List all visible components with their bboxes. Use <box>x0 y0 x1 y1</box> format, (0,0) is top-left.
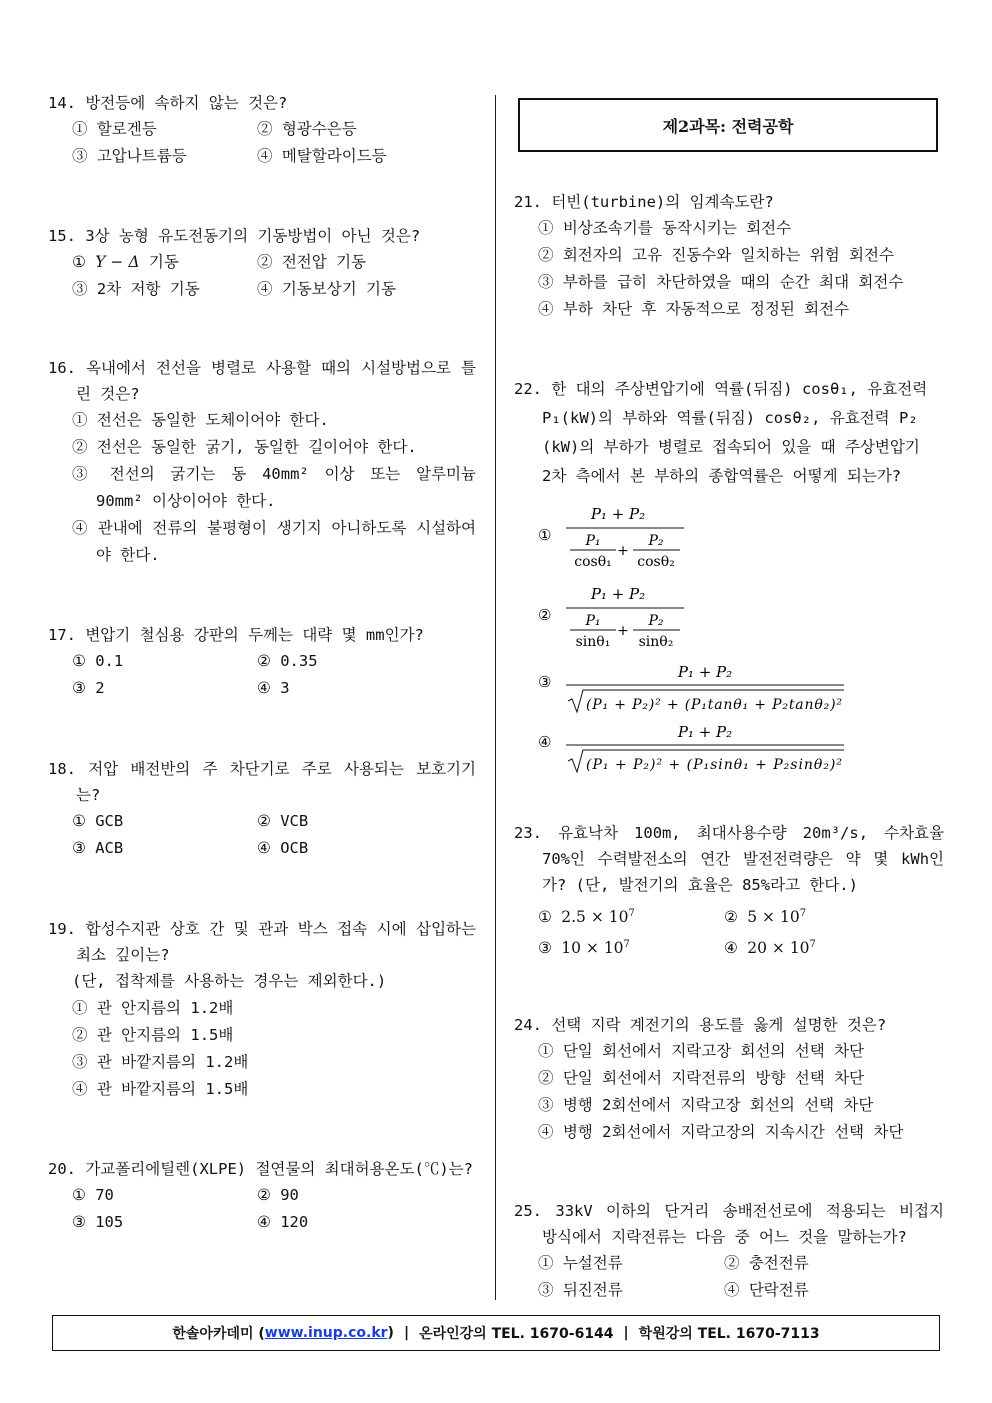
option-2[interactable]: ② 형광수은등 <box>257 120 357 138</box>
option-3[interactable]: ③ 관 바깥지름의 1.2배 <box>72 1053 249 1071</box>
option-value: 10 × 10 <box>561 939 624 958</box>
option-1[interactable] <box>538 900 724 931</box>
option-2[interactable]: ② 0.35 <box>257 652 318 670</box>
option-number: ① <box>72 253 86 271</box>
footer-separator: | <box>403 1325 410 1341</box>
option-4[interactable] <box>724 931 816 962</box>
numerator: P₁ + P₂ <box>590 585 646 603</box>
option-4[interactable]: ④ 단락전류 <box>724 1281 809 1299</box>
question-stem: 19. 합성수지관 상호 간 및 관과 박스 접속 시에 삽입하는 최소 깊이는? <box>48 920 476 964</box>
question-stem: 14. 방전등에 속하지 않는 것은? <box>48 94 288 112</box>
question-23 <box>514 820 944 962</box>
column-divider <box>495 95 496 1300</box>
option-4[interactable]: ④ 120 <box>257 1213 309 1231</box>
question-15 <box>48 223 476 303</box>
option-value: 20 × 10 <box>747 939 810 958</box>
option-4[interactable]: ④ 병행 2회선에서 지락고장의 지속시간 선택 차단 <box>538 1123 904 1141</box>
stem-line: 22. 한 대의 주상변압기에 역률(뒤짐) cosθ₁, 유효전력 <box>514 380 928 398</box>
term-denominator: sinθ₁ <box>575 634 611 650</box>
option-number: ② <box>724 908 738 927</box>
stem-line: (kW)의 부하가 병렬로 접속되어 있을 때 주상변압기 <box>542 438 920 456</box>
term-numerator: P₁ <box>585 613 601 629</box>
question-stem: 15. 3상 농형 유도전동기의 기동방법이 아닌 것은? <box>48 227 421 245</box>
option-4[interactable]: ④ 기동보상기 기동 <box>257 280 396 298</box>
option-3[interactable] <box>538 657 868 719</box>
option-3[interactable]: ③ 전선의 굵기는 동 40mm² 이상 또는 알루미늄 90mm² 이상이어야 한다. <box>72 465 476 510</box>
option-value: 5 × 10 <box>747 908 800 927</box>
option-3[interactable]: ③ 부하를 급히 차단하였을 때의 순간 최대 회전수 <box>538 273 904 291</box>
question-stem: 21. 터빈(turbine)의 임계속도란? <box>514 193 774 211</box>
term-numerator: P₂ <box>648 533 664 549</box>
option-4[interactable]: ④ 관 바깥지름의 1.5배 <box>72 1080 249 1098</box>
option-1[interactable]: ① GCB <box>72 812 124 830</box>
subject-title: 제2과목: 전력공학 <box>662 116 794 136</box>
option-1[interactable]: ① 0.1 <box>72 652 124 670</box>
option-3[interactable]: ③ 고압나트륨등 <box>72 147 187 165</box>
option-4[interactable]: ④ 3 <box>257 679 290 697</box>
option-math: Y − Δ <box>95 253 140 271</box>
option-4[interactable] <box>538 717 868 779</box>
formula-fraction <box>538 657 868 715</box>
option-1[interactable]: ① 비상조속기를 동작시키는 회전수 <box>538 219 792 237</box>
question-stem: 18. 저압 배전반의 주 차단기로 주로 사용되는 보호기기는? <box>48 760 476 804</box>
question-stem: 24. 선택 지락 계전기의 용도를 옳게 설명한 것은? <box>514 1016 887 1034</box>
question-20 <box>48 1156 476 1236</box>
question-18 <box>48 756 476 862</box>
option-number: ① <box>538 908 552 927</box>
question-24 <box>514 1012 944 1146</box>
question-stem: 17. 변압기 철심용 강판의 두께는 대략 몇 mm인가? <box>48 626 424 644</box>
footer-online: 온라인강의 TEL. 1670-6144 <box>419 1326 614 1342</box>
option-2[interactable] <box>538 575 838 655</box>
question-21 <box>514 189 944 323</box>
exponent: 7 <box>623 939 630 951</box>
option-2[interactable]: ② 회전자의 고유 진동수와 일치하는 위험 회전수 <box>538 246 894 264</box>
option-3[interactable]: ③ 뒤진전류 <box>538 1281 623 1299</box>
option-2[interactable]: ② VCB <box>257 812 309 830</box>
question-note: (단, 접착제를 사용하는 경우는 제외한다.) <box>72 972 387 990</box>
option-number: ③ <box>538 673 552 691</box>
denominator: (P₁ + P₂)² + (P₁tanθ₁ + P₂tanθ₂)² <box>586 697 842 713</box>
option-number: ④ <box>724 939 738 958</box>
exponent: 7 <box>809 939 816 951</box>
formula-fraction <box>538 495 838 571</box>
option-2[interactable]: ② 관 안지름의 1.5배 <box>72 1026 234 1044</box>
option-3[interactable]: ③ ACB <box>72 839 124 857</box>
option-1[interactable] <box>538 495 838 575</box>
term-denominator: sinθ₂ <box>638 634 674 650</box>
option-3[interactable]: ③ 병행 2회선에서 지락고장 회선의 선택 차단 <box>538 1096 874 1114</box>
option-1[interactable]: ① 단일 회선에서 지락고장 회선의 선택 차단 <box>538 1042 865 1060</box>
option-2[interactable]: ② 전선은 동일한 굵기, 동일한 길이어야 한다. <box>72 438 417 456</box>
term-denominator: cosθ₁ <box>574 554 612 570</box>
numerator: P₁ + P₂ <box>677 663 733 681</box>
option-2[interactable]: ② 단일 회선에서 지락전류의 방향 선택 차단 <box>538 1069 865 1087</box>
plus-sign: + <box>617 623 629 639</box>
option-4[interactable]: ④ OCB <box>257 839 309 857</box>
footer-paren: ) <box>387 1325 394 1341</box>
option-number: ③ <box>538 939 552 958</box>
question-stem: 16. 옥내에서 전선을 병렬로 사용할 때의 시설방법으로 틀린 것은? <box>48 359 476 403</box>
stem-line: 2차 측에서 본 부하의 종합역률은 어떻게 되는가? <box>542 467 902 485</box>
numerator: P₁ + P₂ <box>590 505 646 523</box>
question-17 <box>48 622 476 702</box>
question-stem: 20. 가교폴리에틸렌(XLPE) 절연물의 최대허용온도(℃)는? <box>48 1160 473 1178</box>
option-3[interactable]: ③ 105 <box>72 1213 124 1231</box>
question-25 <box>514 1198 944 1304</box>
option-value: 2.5 × 10 <box>561 908 629 927</box>
subject-title-box <box>518 98 938 152</box>
option-3[interactable] <box>538 931 724 962</box>
question-stem: 23. 유효낙차 100m, 최대사용수량 20m³/s, 수차효율 70%인 수력발전소의 연간 발전전력량은 약 몇 kWh인가? (단, 발전기의 효율은 85%라고 한다.) <box>514 824 944 894</box>
exponent: 7 <box>628 908 635 919</box>
question-14 <box>48 90 476 170</box>
formula-fraction <box>538 717 868 775</box>
option-1[interactable]: ① 할로겐등 <box>72 120 157 138</box>
footer-bar <box>52 1315 940 1351</box>
stem-line: P₁(kW)의 부하와 역률(뒤짐) cosθ₂, 유효전력 P₂ <box>542 409 918 427</box>
option-4[interactable]: ④ 관내에 전류의 불평형이 생기지 아니하도록 시설하여야 한다. <box>72 519 476 564</box>
option-2[interactable]: ② 전전압 기동 <box>257 253 367 271</box>
question-stem <box>514 375 944 491</box>
option-2[interactable]: ② 90 <box>257 1186 299 1204</box>
plus-sign: + <box>617 543 629 559</box>
option-1[interactable]: ① 70 <box>72 1186 114 1204</box>
option-1[interactable]: ① 누설전류 <box>538 1254 623 1272</box>
option-number: ① <box>538 526 552 544</box>
footer-offline: 학원강의 TEL. 1670-7113 <box>638 1326 820 1342</box>
option-4[interactable]: ④ 메탈할라이드등 <box>257 147 387 165</box>
option-1[interactable]: ① 전선은 동일한 도체이어야 한다. <box>72 411 329 429</box>
question-stem: 25. 33kV 이하의 단거리 송배전선로에 적용되는 비접지 방식에서 지락전류는 다음 중 어느 것을 말하는가? <box>514 1202 944 1246</box>
term-numerator: P₂ <box>648 613 664 629</box>
question-19 <box>48 916 476 1103</box>
exponent: 7 <box>799 908 807 919</box>
question-22 <box>514 375 944 773</box>
term-numerator: P₁ <box>585 533 601 549</box>
option-3[interactable]: ③ 2차 저항 기동 <box>72 280 200 298</box>
option-1[interactable] <box>72 249 257 276</box>
option-text: 기동 <box>148 253 179 271</box>
term-denominator: cosθ₂ <box>637 554 675 570</box>
option-2[interactable]: ② 충전전류 <box>724 1254 809 1272</box>
option-1[interactable]: ① 관 안지름의 1.2배 <box>72 999 234 1017</box>
option-number: ② <box>538 606 552 624</box>
option-2[interactable] <box>724 900 806 931</box>
numerator: P₁ + P₂ <box>677 723 733 741</box>
option-4[interactable]: ④ 부하 차단 후 자동적으로 정정된 회전수 <box>538 300 850 318</box>
footer-separator: | <box>623 1325 629 1341</box>
question-16 <box>48 355 476 569</box>
footer-url-link[interactable]: www.inup.co.kr <box>264 1325 388 1341</box>
formula-fraction <box>538 575 838 651</box>
option-3[interactable]: ③ 2 <box>72 679 105 697</box>
option-number: ④ <box>538 733 552 751</box>
denominator: (P₁ + P₂)² + (P₁sinθ₁ + P₂sinθ₂)² <box>586 757 842 773</box>
footer-academy: 한솔아카데미 ( <box>172 1326 265 1342</box>
